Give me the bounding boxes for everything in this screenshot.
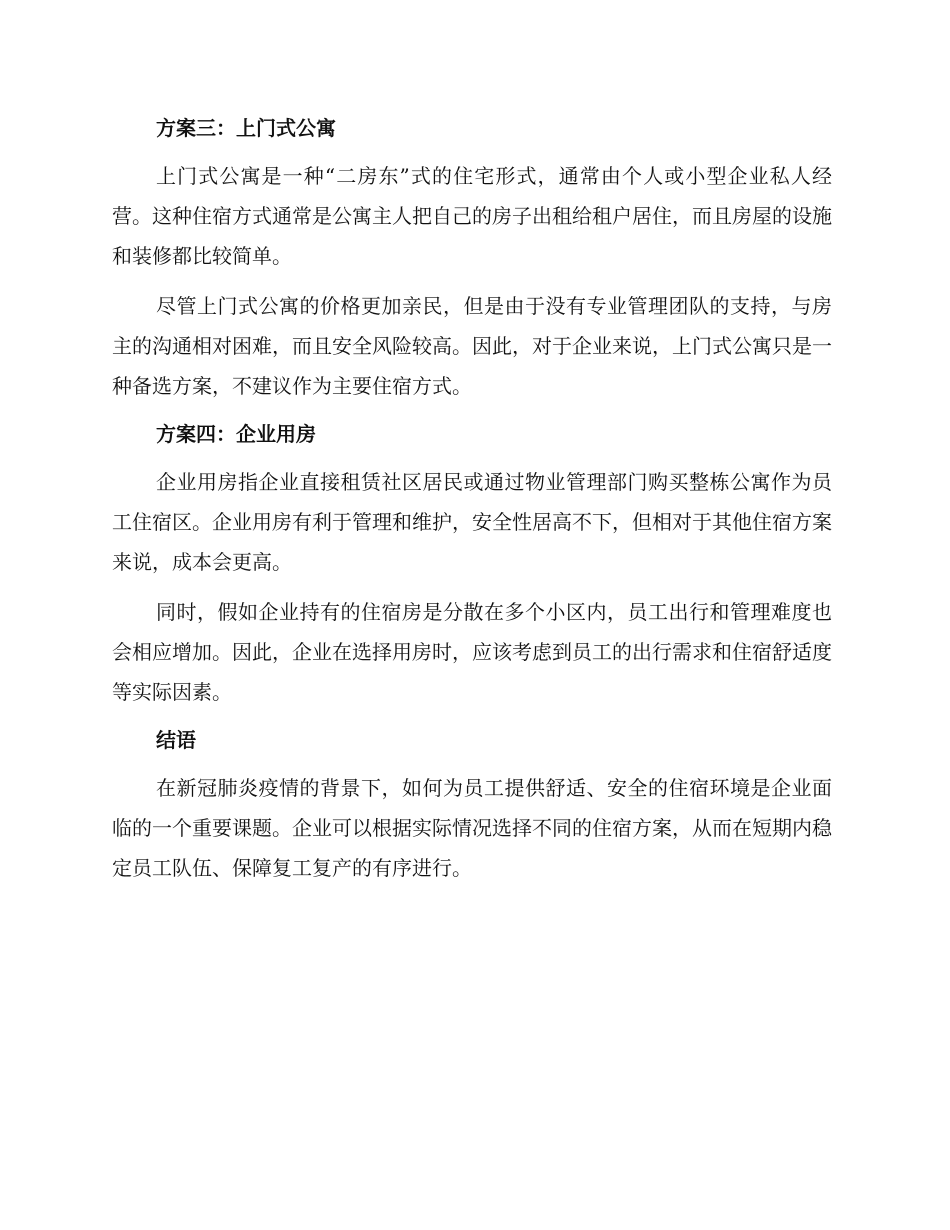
document-body bbox=[112, 110, 832, 898]
paragraph: 尽管上门式公寓的价格更加亲民，但是由于没有专业管理团队的支持，与房主的沟通相对困难，而且安全风险较高。因此，对于企业来说，上门式公寓只是一种备选方案，不建议作为主要住宿方式。 bbox=[112, 294, 832, 398]
section-heading-plan-four: 方案四：企业用房 bbox=[156, 422, 316, 446]
section-heading-plan-three: 方案三：上门式公寓 bbox=[156, 116, 336, 140]
paragraph: 在新冠肺炎疫情的背景下，如何为员工提供舒适、安全的住宿环境是企业面临的一个重要课题。企业可以根据实际情况选择不同的住宿方案，从而在短期内稳定员工队伍、保障复工复产的有序进行。 bbox=[112, 776, 832, 880]
paragraph: 上门式公寓是一种“二房东”式的住宅形式，通常由个人或小型企业私人经营。这种住宿方式通常是公寓主人把自己的房子出租给租户居住，而且房屋的设施和装修都比较简单。 bbox=[112, 164, 832, 268]
section-heading-conclusion: 结语 bbox=[156, 728, 196, 752]
paragraph: 同时，假如企业持有的住宿房是分散在多个小区内，员工出行和管理难度也会相应增加。因此，企业在选择用房时，应该考虑到员工的出行需求和住宿舒适度等实际因素。 bbox=[112, 600, 832, 704]
paragraph: 企业用房指企业直接租赁社区居民或通过物业管理部门购买整栋公寓作为员工住宿区。企业用房有利于管理和维护，安全性居高不下，但相对于其他住宿方案来说，成本会更高。 bbox=[112, 470, 832, 574]
